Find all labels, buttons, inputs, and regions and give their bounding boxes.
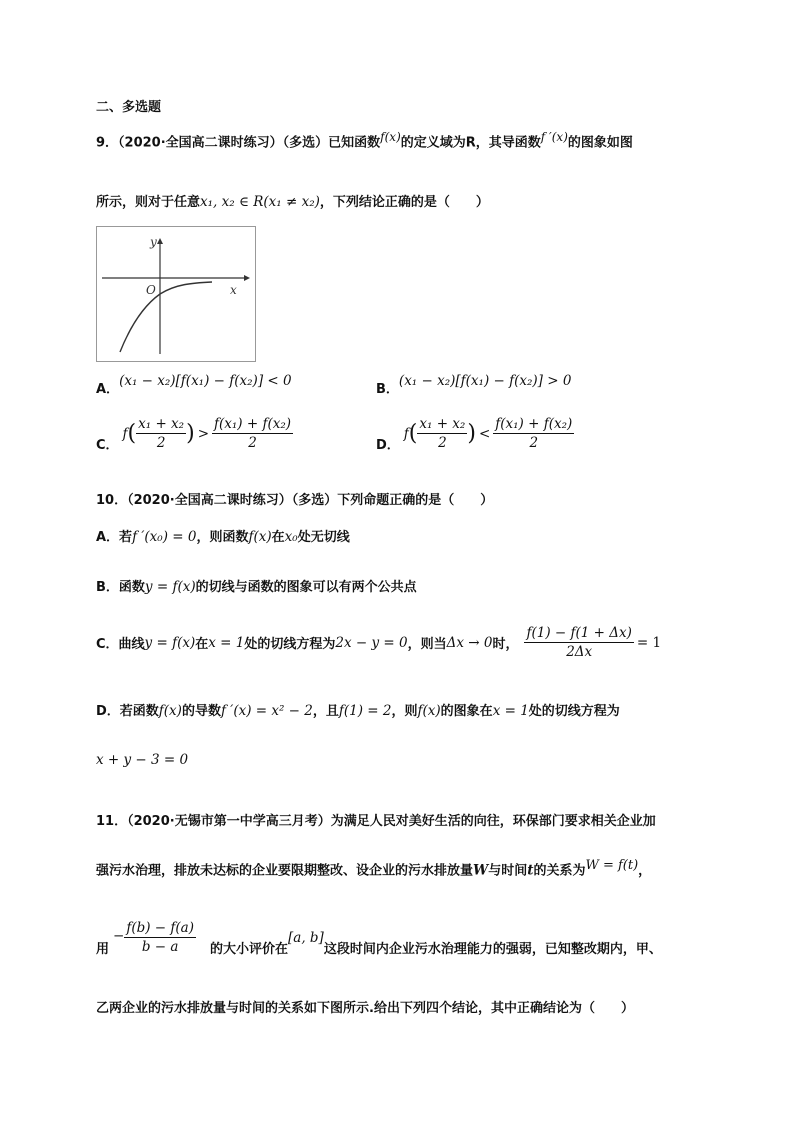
q10-b-text2: 的切线与函数的图象可以有两个公共点 [195, 580, 417, 595]
q9-option-d [376, 416, 574, 451]
q9-option-c-op: > [197, 425, 209, 442]
q10-d-math4: f(x) [417, 703, 441, 719]
q10-a-math1: f ′(x₀) = 0 [132, 529, 197, 545]
graph-y-label: y [150, 235, 157, 249]
q11-line1: 11．（2020·无锡市第一中学高三月考）为满足人民对美好生活的向往，环保部门要求相关企业加 [96, 814, 656, 829]
q11-line2-text4: ， [638, 863, 652, 879]
q11-line3-frac-num: f(b) − f(a) [126, 920, 194, 936]
q10-d-text5: 的图象在 [440, 704, 493, 719]
q10-d-math5: x = 1 [492, 703, 529, 719]
q9-option-d-num1: x₁ + x₂ [419, 416, 466, 432]
q10-c-eq: = 1 [636, 634, 662, 651]
q9-option-b-label: B． [376, 382, 399, 397]
q10-d-text1: D．若函数 [96, 704, 159, 719]
q9-option-d-rparen: ) [467, 421, 476, 446]
q10-a-math3: x₀ [284, 529, 298, 545]
q11-line2 [96, 858, 651, 878]
q11-line2-text1: 强污水治理，排放未达标的企业要限期整改、设企业的污水排放量 [96, 863, 474, 879]
q10-a-text1: A．若 [96, 530, 133, 545]
q10-c-frac-num: f(1) − f(1 + Δx) [526, 625, 632, 641]
q11-line3-math: [a, b] [288, 929, 324, 946]
q9-option-d-den1: 2 [438, 435, 447, 451]
q11-line2-w: W [473, 862, 489, 879]
q9-option-d-frac2 [493, 416, 574, 451]
q9-option-d-frac1 [417, 416, 467, 451]
q10-c-text4: ，则当 [407, 637, 447, 652]
q9-fx: f(x) [380, 130, 401, 144]
q10-c-text2: 在 [195, 637, 209, 652]
q9-option-b [376, 370, 572, 397]
q9-option-c [96, 416, 293, 451]
q9-option-d-label: D． [376, 438, 400, 453]
section-heading: 二、多选题 [96, 100, 162, 115]
q9-option-b-expr: (x₁ − x₂)[f(x₁) − f(x₂)] > 0 [398, 373, 572, 389]
q10-a-math2: f(x) [248, 529, 272, 545]
derivative-curve [120, 282, 212, 352]
q10-b-text1: B．函数 [96, 580, 145, 595]
graph-origin-label: O [146, 283, 156, 297]
q9-line2-text-a: 所示，则对于任意 [96, 195, 201, 210]
q10-option-c [96, 625, 661, 660]
q9-option-d-den2: 2 [529, 435, 539, 451]
q10-option-a [96, 526, 350, 545]
q10-a-text3: 在 [271, 530, 285, 545]
q10-option-b [96, 576, 417, 595]
q10-d-math1: f(x) [158, 703, 182, 719]
q10-c-text5: 时， [492, 637, 519, 652]
q10-c-math1: y = f(x) [144, 634, 196, 651]
q9-option-d-op: < [478, 425, 491, 442]
q10-d-line2: x + y − 3 = 0 [96, 752, 189, 768]
x-axis-arrow [244, 275, 250, 281]
q10-c-text1: C．曲线 [96, 637, 145, 652]
q10-option-d [96, 700, 620, 719]
graph-x-label: x [230, 283, 237, 297]
q11-line2-text2: 与时间 [488, 863, 528, 879]
q9-option-d-num2: f(x₁) + f(x₂) [495, 416, 573, 432]
q9-line1-text-b: 的定义域为R，其导函数 [400, 135, 541, 151]
q9-option-c-den1: 2 [156, 435, 166, 451]
q11-line4: 乙两企业的污水排放量与时间的关系如下图所示.给出下列四个结论，其中正确结论为（ ） [96, 1001, 634, 1016]
q9-option-a [96, 370, 292, 397]
q9-option-c-num1: x₁ + x₂ [138, 416, 185, 432]
q10-d-math3: f(1) = 2 [338, 703, 392, 719]
q10-c-math2: x = 1 [208, 634, 245, 651]
q10-d-text4: ，则 [391, 704, 418, 719]
q10-b-math1: y = f(x) [144, 579, 196, 595]
q11-line2-t: t [527, 862, 534, 879]
q9-fpx: f ′(x) [540, 130, 568, 144]
q10-d-math2: f ′(x) = x² − 2 [220, 703, 313, 719]
q9-option-c-frac2 [212, 416, 293, 451]
q11-line3 [96, 920, 662, 955]
q9-option-c-den2: 2 [248, 435, 257, 451]
q9-line1-text-a: 9．（2020·全国高二课时练习）（多选）已知函数 [96, 135, 381, 151]
q9-option-c-f: f [122, 425, 128, 442]
q11-line3-text1: 用 [96, 942, 110, 957]
q10-c-fraction [524, 625, 633, 660]
q10-c-text3: 处的切线方程为 [244, 637, 336, 652]
q10-c-math4: Δx → 0 [446, 634, 493, 651]
q9-option-c-rparen: ) [186, 421, 195, 446]
q9-condition: x₁, x₂ ∈ R(x₁ ≠ x₂) [200, 194, 320, 210]
q9-option-d-f: f [403, 425, 409, 442]
q11-line2-text3: 的关系为 [533, 863, 586, 879]
q9-line1 [96, 130, 633, 150]
q11-line3-frac-den: b − a [141, 939, 179, 955]
q10-d-text2: 的导数 [181, 704, 221, 719]
q11-line2-math: W = f(t) [585, 858, 639, 873]
q9-line2 [96, 191, 489, 210]
q10-a-text2: ，则函数 [196, 530, 249, 545]
y-axis-arrow [157, 238, 163, 244]
q10-title: 10．（2020·全国高二课时练习）（多选）下列命题正确的是（ ） [96, 493, 494, 508]
q11-line3-minus: − [113, 927, 125, 944]
q10-a-text4: 处无切线 [297, 530, 350, 545]
q10-c-frac-den: 2Δx [566, 644, 593, 660]
q9-option-c-lparen: ( [127, 421, 137, 446]
q9-line2-text-b: ，下列结论正确的是（ ） [319, 195, 489, 210]
q9-option-c-label: C． [96, 438, 119, 453]
q9-line1-text-c: 的图象如图 [567, 135, 633, 151]
q9-option-d-lparen: ( [408, 421, 418, 446]
q11-line3-text3: 这段时间内企业污水治理能力的强弱，已知整改期内，甲、 [323, 942, 662, 957]
q9-option-a-expr: (x₁ − x₂)[f(x₁) − f(x₂)] < 0 [119, 373, 292, 389]
q11-line3-text2: 的大小评价在 [209, 942, 288, 957]
q9-option-a-label: A． [96, 382, 120, 397]
q10-c-math3: 2x − y = 0 [335, 634, 408, 651]
q9-derivative-graph [96, 226, 256, 362]
q11-line3-fraction [124, 920, 196, 955]
q10-d-text3: ，且 [312, 704, 339, 719]
q10-d-text6: 处的切线方程为 [528, 704, 620, 719]
q9-option-c-frac1 [136, 416, 186, 451]
q9-option-c-num2: f(x₁) + f(x₂) [214, 416, 292, 432]
